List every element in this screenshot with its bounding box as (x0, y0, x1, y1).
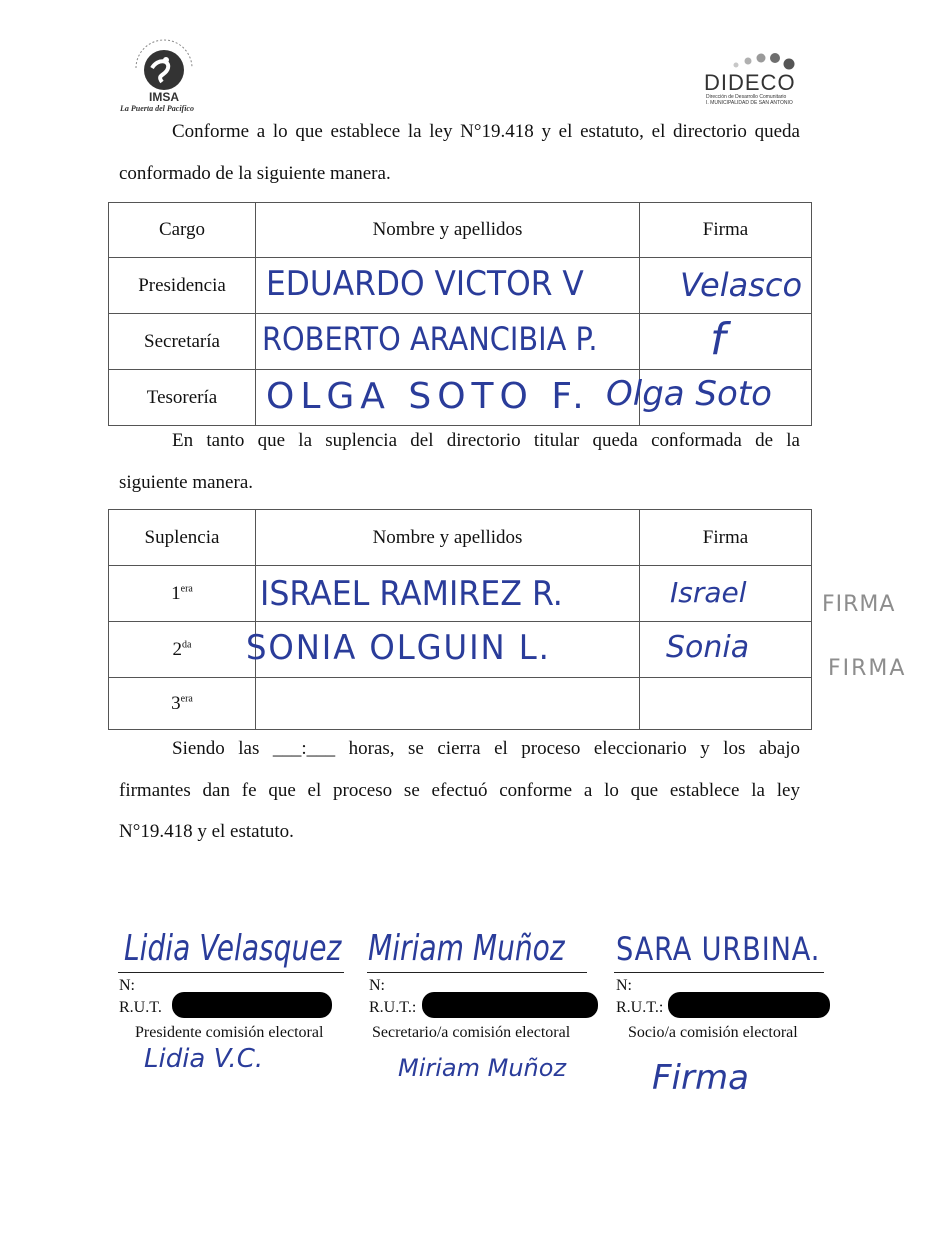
margin-note-firma: FIRMA (828, 656, 907, 681)
imsa-logo-tagline: La Puerta del Pacifico (120, 104, 194, 113)
signature: Sonia (666, 630, 750, 665)
header-cargo: Cargo (109, 203, 256, 258)
signature-rut-label: R.U.T. (119, 999, 162, 1016)
header-firma: Firma (640, 510, 812, 566)
closing-line-2: firmantes dan fe que el proceso se efectuó conforme a lo que establece la ley (119, 780, 800, 801)
header-nombre: Nombre y apellidos (256, 510, 640, 566)
redaction-bar (172, 992, 332, 1018)
dideco-logo-name: DIDECO (704, 70, 796, 95)
table-row (109, 678, 812, 730)
cargo-presidencia: Presidencia (109, 258, 256, 314)
suplencia-line-2: siguiente manera. (119, 472, 254, 493)
signature-handwritten-name: Lidia Velasquez (124, 928, 342, 969)
signature-role: Presidente comisión electoral (135, 1024, 324, 1041)
dideco-logo (702, 50, 802, 110)
handwritten-name: ROBERTO ARANCIBIA P. (262, 320, 598, 358)
signature-rut-label: R.U.T.: (369, 999, 417, 1016)
intro-line-1: Conforme a lo que establece la ley N°19.418 y el estatuto, el directorio queda (172, 121, 800, 142)
header-suplencia: Suplencia (109, 510, 256, 566)
handwritten-name: EDUARDO VICTOR V (266, 264, 584, 304)
signature-line (367, 972, 587, 973)
signature-n-label: N: (369, 977, 385, 994)
signature: Israel (670, 576, 747, 609)
header-nombre: Nombre y apellidos (256, 203, 640, 258)
closing-line-3: N°19.418 y el estatuto. (119, 821, 294, 842)
signature-handwritten-name: Miriam Muñoz (368, 928, 565, 969)
table-row (109, 370, 812, 426)
cargo-secretaria: Secretaría (109, 314, 256, 370)
redaction-bar (422, 992, 598, 1018)
handwritten-name: ISRAEL RAMIREZ R. (260, 574, 563, 614)
suplencia-2: $2^{da}$ (109, 622, 256, 678)
signature: f (710, 314, 726, 365)
suplencia-1: $1^{era}$ (109, 566, 256, 622)
closing-line-1: Siendo las ___:___ horas, se cierra el proceso eleccionario y los abajo (172, 738, 800, 759)
dideco-logo-line1: Dirección de Desarrollo Comunitario (706, 94, 787, 100)
table-row (109, 622, 812, 678)
handwritten-name: OLGA SOTO F. (266, 376, 590, 417)
table-row (109, 258, 812, 314)
signature-line (614, 972, 824, 973)
signature: Lidia V.C. (144, 1044, 264, 1074)
directorio-table (108, 202, 812, 426)
suplencia-table (108, 509, 812, 730)
signature-n-label: N: (119, 977, 135, 994)
suplencia-3: $3^{era}$ (109, 678, 256, 730)
signature: Miriam Muñoz (398, 1054, 567, 1082)
signature: Velasco (680, 266, 803, 304)
table-row (109, 314, 812, 370)
imsa-logo (118, 38, 210, 116)
signature-role: Secretario/a comisión electoral (372, 1024, 571, 1041)
header-firma: Firma (640, 203, 812, 258)
signature-rut-label: R.U.T.: (616, 999, 664, 1016)
redaction-bar (668, 992, 830, 1018)
signature: Firma (652, 1058, 749, 1098)
signature-role: Socio/a comisión electoral (628, 1024, 798, 1041)
suplencia-line-1: En tanto que la suplencia del directorio titular queda conformada de la (172, 430, 800, 451)
suplencia-header-row (109, 510, 812, 566)
intro-line-2: conformado de la siguiente manera. (119, 163, 391, 184)
directorio-header-row (109, 203, 812, 258)
table-row (109, 566, 812, 622)
signature-n-label: N: (616, 977, 632, 994)
signature-handwritten-name: SARA URBINA. (616, 930, 821, 968)
dideco-logo-line2: I. MUNICIPALIDAD DE SAN ANTONIO (706, 100, 793, 106)
dideco-dots-icon (728, 50, 804, 72)
handwritten-name: SONIA OLGUIN L. (246, 628, 551, 668)
margin-note-firma: FIRMA (822, 592, 896, 617)
cargo-tesoreria: Tesorería (109, 370, 256, 426)
imsa-logo-name: IMSA (149, 90, 179, 104)
signature: Olga Soto (606, 374, 772, 414)
signature-line (118, 972, 344, 973)
